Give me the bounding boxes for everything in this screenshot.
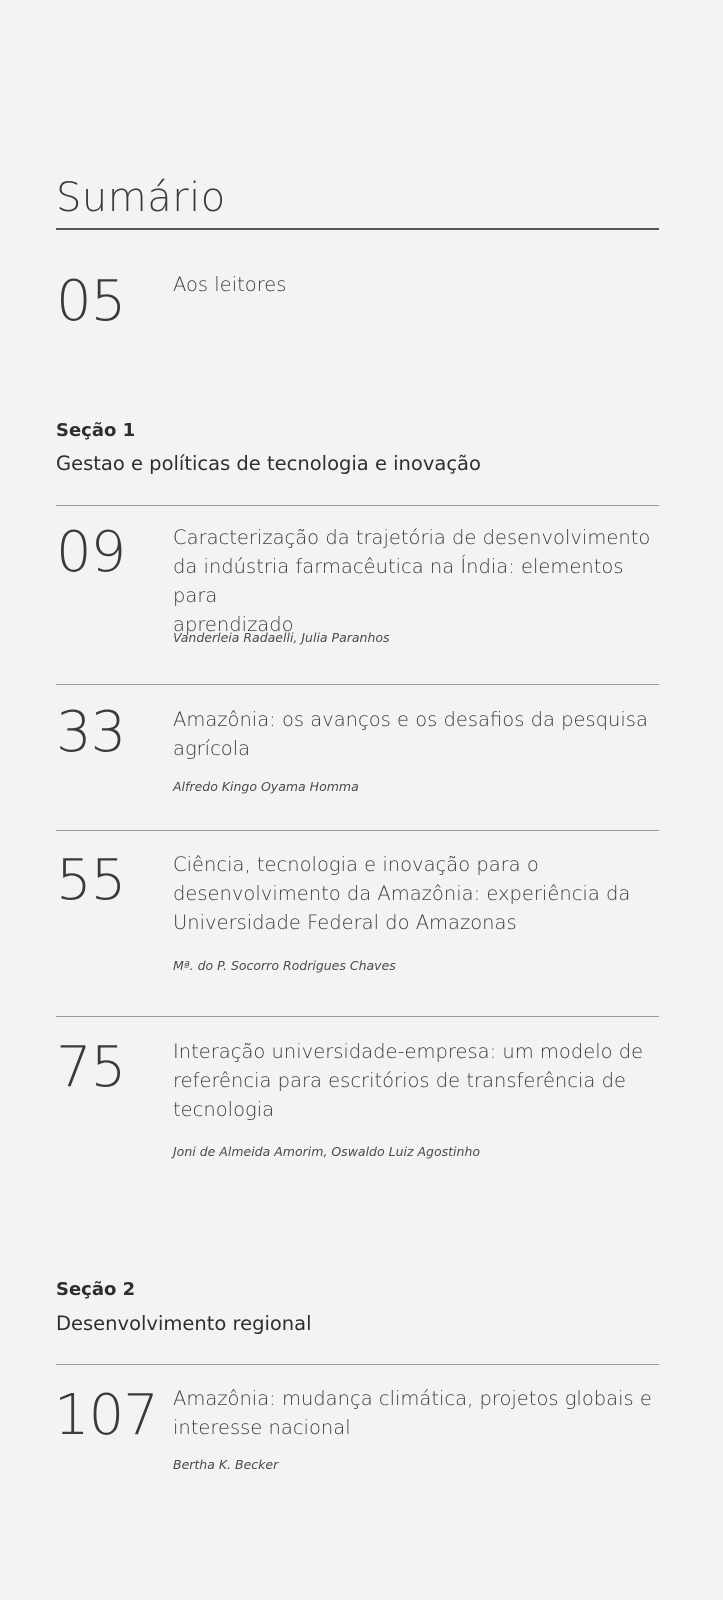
section-divider xyxy=(56,1364,659,1365)
section-divider xyxy=(56,505,659,506)
entry-authors: Alfredo Kingo Oyama Homma xyxy=(173,779,359,794)
title-line: aprendizado xyxy=(173,613,294,636)
entry-title-link[interactable] xyxy=(173,850,653,937)
intro-entry-link[interactable]: Aos leitores xyxy=(173,273,287,296)
section-1-name: Gestao e políticas de tecnologia e inovação xyxy=(56,452,481,475)
title-line: referência para escritórios de transferência de xyxy=(173,1069,626,1092)
entry-divider xyxy=(56,684,659,685)
title-line: Interação universidade-empresa: um modelo de xyxy=(173,1040,644,1063)
title-line: tecnologia xyxy=(173,1098,275,1121)
page-title: Sumário xyxy=(56,175,226,221)
title-line: desenvolvimento da Amazônia: experiência da xyxy=(173,882,631,905)
title-line: Ciência, tecnologia e inovação para o xyxy=(173,853,539,876)
section-2-name: Desenvolvimento regional xyxy=(56,1312,312,1335)
entry-title-link[interactable] xyxy=(173,523,653,639)
title-line: Amazônia: os avanços e os desafios da pesquisa xyxy=(173,708,648,731)
entry-page-number: 09 xyxy=(56,520,126,585)
entry-page-number: 33 xyxy=(56,700,126,765)
entry-authors: Mª. do P. Socorro Rodrigues Chaves xyxy=(173,958,396,973)
title-line: agrícola xyxy=(173,737,251,760)
entry-page-number: 107 xyxy=(54,1383,158,1448)
entry-page-number: 75 xyxy=(56,1035,126,1100)
title-divider xyxy=(56,228,659,230)
entry-title-link[interactable] xyxy=(173,1384,653,1442)
title-line: interesse nacional xyxy=(173,1416,351,1439)
title-line: Universidade Federal do Amazonas xyxy=(173,911,517,934)
entry-page-number: 55 xyxy=(56,848,126,913)
entry-title-link[interactable] xyxy=(173,705,653,763)
section-2-label: Seção 2 xyxy=(56,1279,136,1300)
entry-divider xyxy=(56,830,659,831)
section-1-label: Seção 1 xyxy=(56,420,136,441)
entry-title-link[interactable] xyxy=(173,1037,653,1124)
title-line: Caracterização da trajetória de desenvolvimento xyxy=(173,526,651,549)
entry-authors: Joni de Almeida Amorim, Oswaldo Luiz Agostinho xyxy=(173,1144,481,1159)
entry-authors: Vanderleia Radaelli, Julia Paranhos xyxy=(173,630,390,645)
title-line: Amazônia: mudança climática, projetos globais e xyxy=(173,1387,652,1410)
entry-authors: Bertha K. Becker xyxy=(173,1457,279,1472)
entry-divider xyxy=(56,1016,659,1017)
title-line: da indústria farmacêutica na Índia: elementos para xyxy=(173,555,624,607)
intro-page-number: 05 xyxy=(56,269,126,334)
